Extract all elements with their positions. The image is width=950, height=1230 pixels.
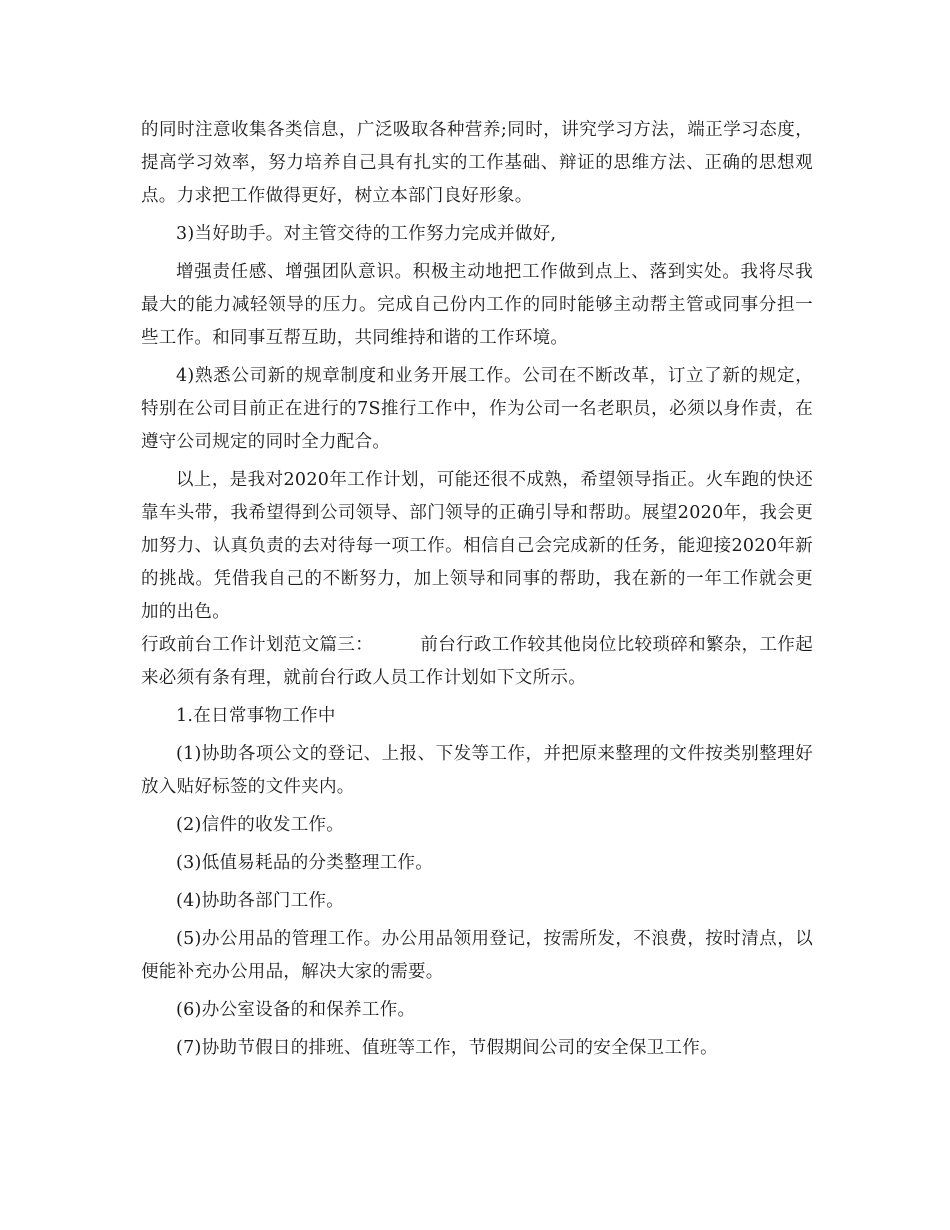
list-item: (6)办公室设备的和保养工作。 <box>176 1000 416 1020</box>
list-heading: 1.在日常事物工作中 <box>176 706 336 726</box>
list-item: (2)信件的收发工作。 <box>176 815 345 835</box>
paragraph: 增强责任感、增强团队意识。积极主动地把工作做到点上、落到实处。我将尽我最大的能力减轻领导的压力。完成自己份内工作的同时能够主动帮主管或同事分担一些工作。和同事互帮互助，共同维持和谐的工作环境。 <box>141 262 813 348</box>
list-item: (1)协助各项公文的登记、上报、下发等工作，并把原来整理的文件按类别整理好放入贴好标签的文件夹内。 <box>141 744 813 797</box>
paragraph: 以上，是我对2020年工作计划，可能还很不成熟，希望领导指正。火车跑的快还靠车头带，我希望得到公司领导、部门领导的正确引导和帮助。展望2020年，我会更加努力、认真负责的去对待每一项工作。相信自己会完成新的任务，能迎接2020年新的挑战。凭借我自己的不断努力，加上领导和同事的帮助，我在新的一年工作就会更加的出色。 <box>141 470 813 622</box>
list-item: (7)协助节假日的排班、值班等工作，节假期间公司的安全保卫工作。 <box>176 1038 718 1058</box>
list-item: (3)低值易耗品的分类整理工作。 <box>176 853 434 873</box>
paragraph: 的同时注意收集各类信息，广泛吸取各种营养;同时，讲究学习方法，端正学习态度，提高学习效率，努力培养自己具有扎实的工作基础、辩证的思维方法、正确的思想观点。力求把工作做得更好，树立本部门良好形象。 <box>141 120 813 206</box>
list-item: (5)办公用品的管理工作。办公用品领用登记，按需所发，不浪费，按时清点，以便能补充办公用品，解决大家的需要。 <box>141 929 813 982</box>
section-heading-paragraph: 行政前台工作计划范文篇三： 前台行政工作较其他岗位比较琐碎和繁杂，工作起来必须有条有理，就前台行政人员工作计划如下文所示。 <box>141 635 813 688</box>
list-item: (4)协助各部门工作。 <box>176 891 345 911</box>
paragraph: 3)当好助手。对主管交待的工作努力完成并做好, <box>176 224 557 244</box>
paragraph: 4)熟悉公司新的规章制度和业务开展工作。公司在不断改革，订立了新的规定，特别在公司目前正在进行的7S推行工作中，作为公司一名老职员，必须以身作责，在遵守公司规定的同时全力配合。 <box>141 366 813 452</box>
document-body <box>141 114 813 1070</box>
